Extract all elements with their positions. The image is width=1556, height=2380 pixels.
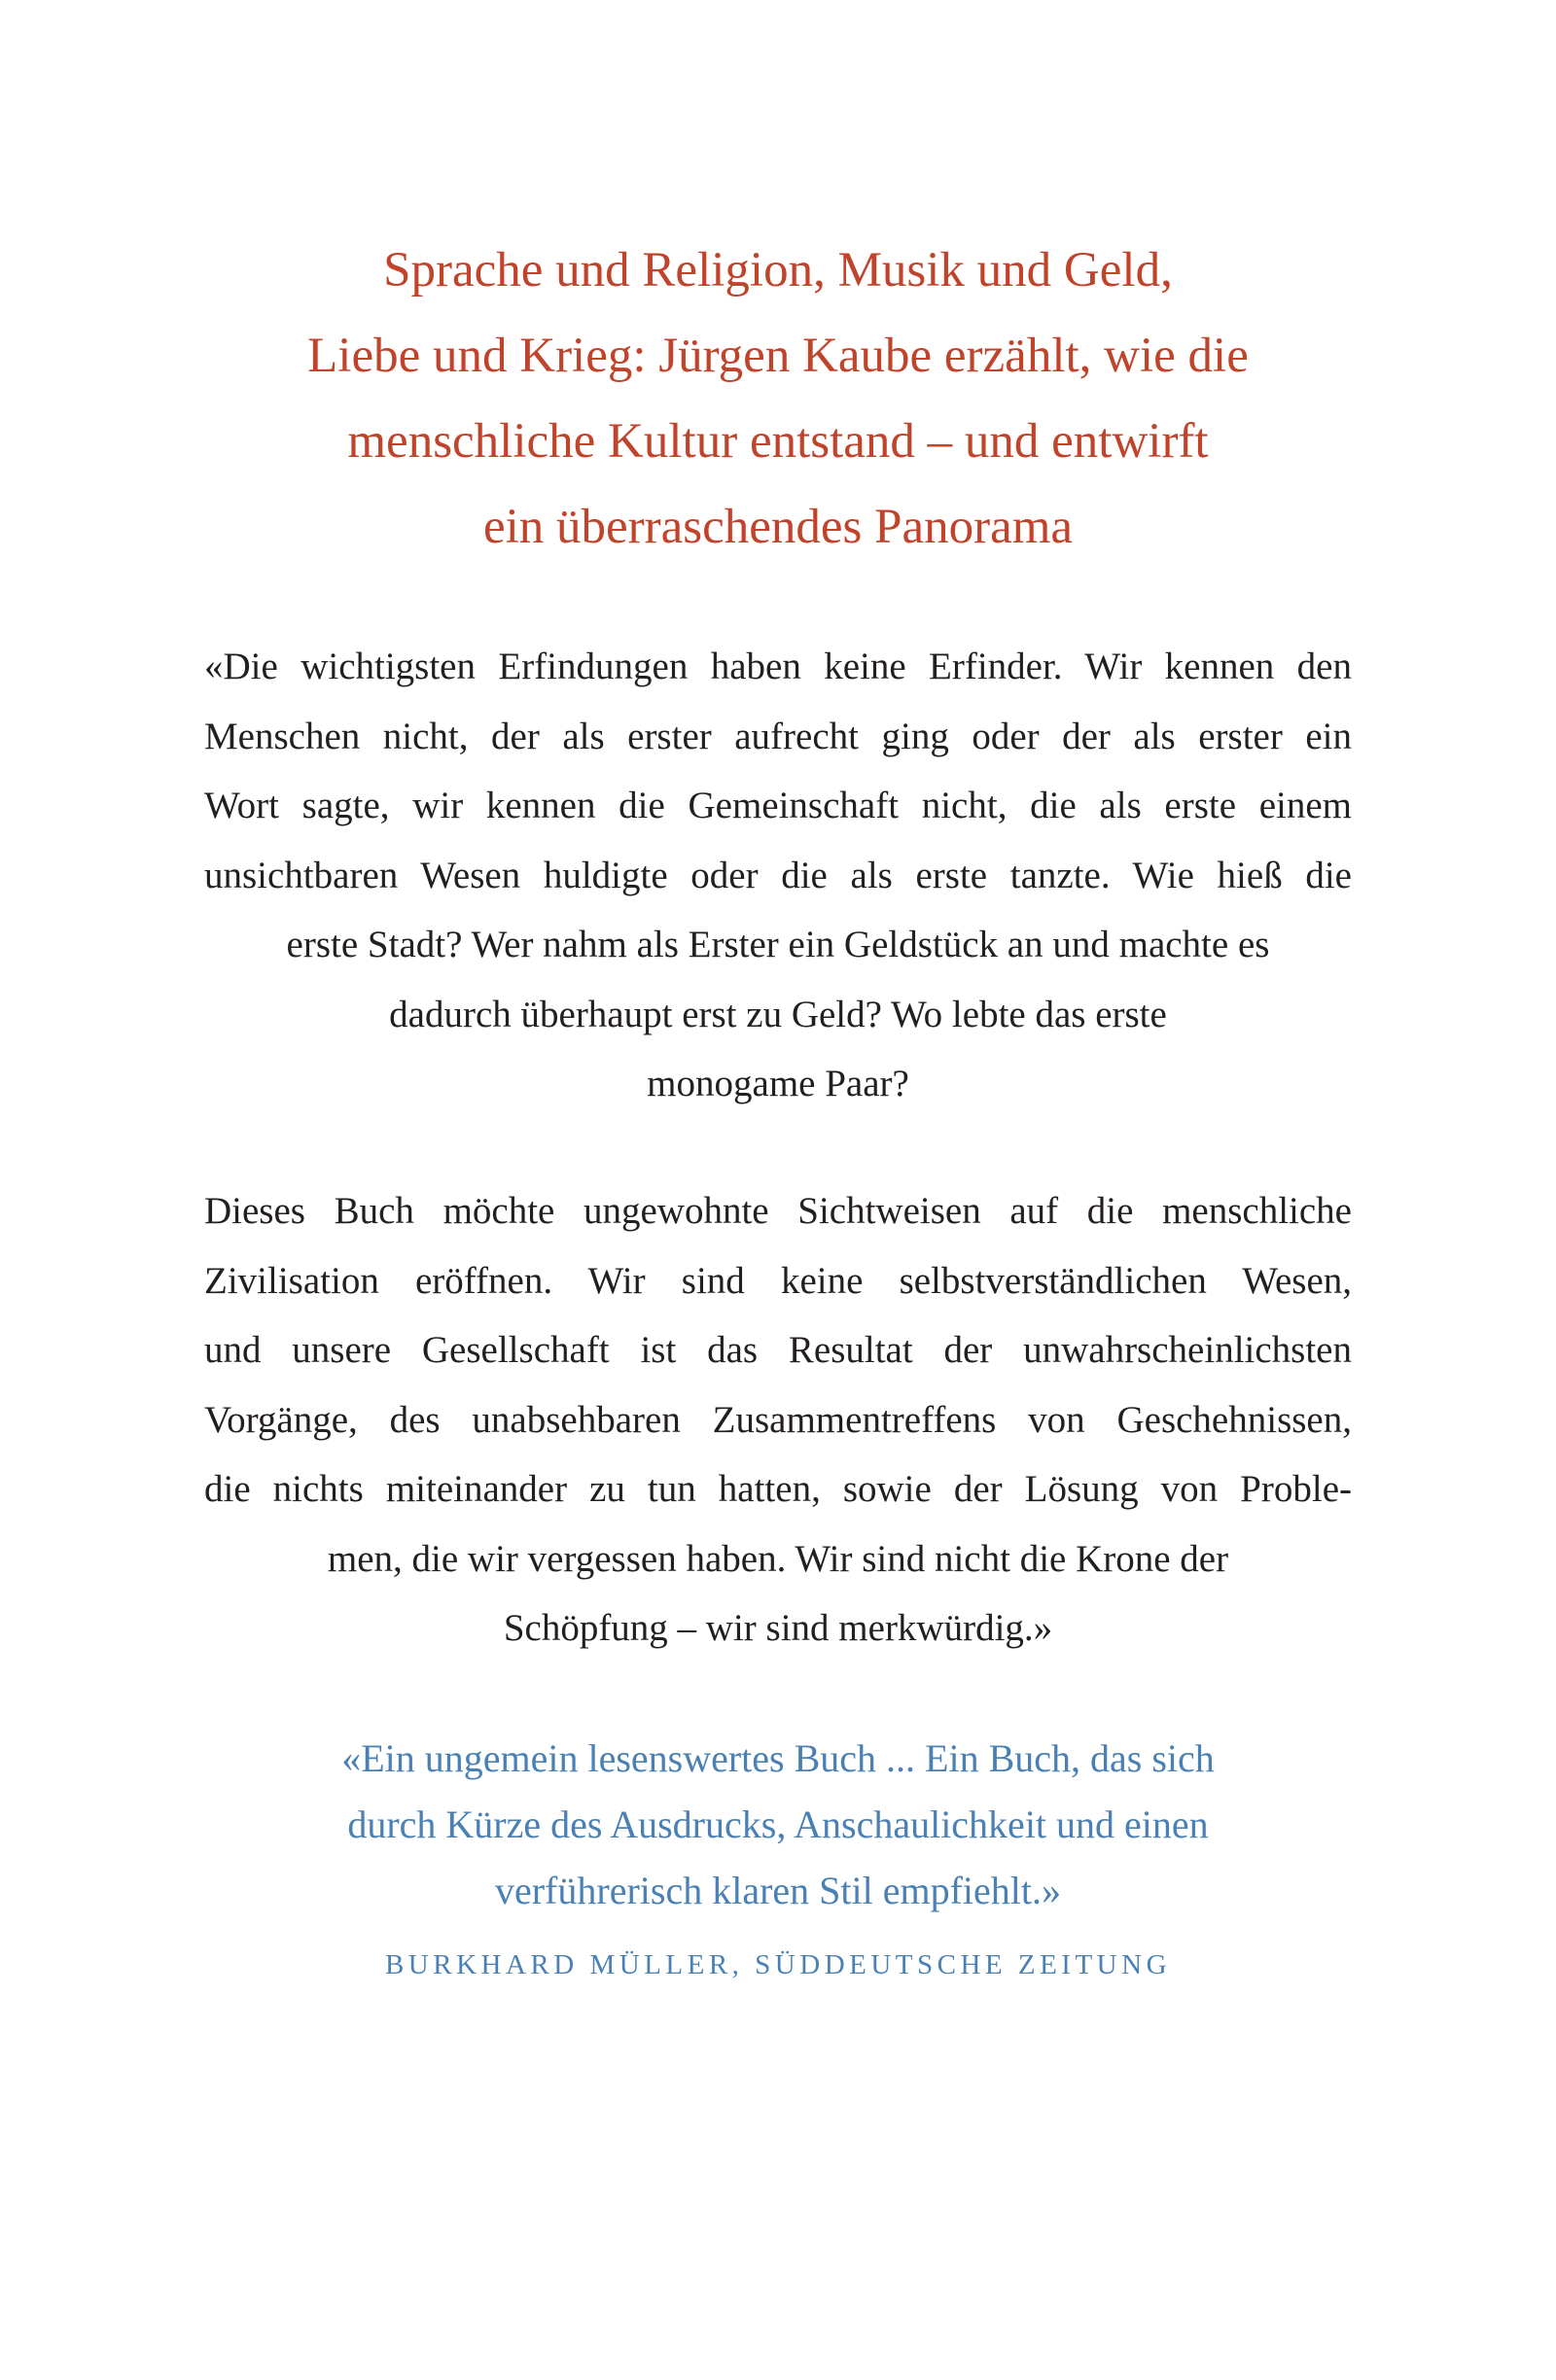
quote-paragraph-2 (204, 1176, 1352, 1663)
review-line: «Ein ungemein lesenswertes Buch ... Ein Buch, das sich (341, 1736, 1215, 1780)
quote-line: die nichts miteinander zu tun hatten, sowie der Lösung von Proble- (204, 1468, 1352, 1510)
quote-line: dadurch überhaupt erst zu Geld? Wo lebte das erste (389, 993, 1167, 1035)
quote-line: unsichtbaren Wesen huldigte oder die als erste tanzte. Wie hieß die (204, 854, 1352, 896)
quote-line: Dieses Buch möchte ungewohnte Sichtweisen auf die menschliche (204, 1190, 1352, 1232)
quote-line: Zivilisation eröffnen. Wir sind keine selbstverständlichen Wesen, (204, 1259, 1352, 1302)
review-line: verführerisch klaren Stil empfiehlt.» (494, 1869, 1062, 1912)
headline (146, 228, 1410, 570)
headline-line: menschliche Kultur entstand – und entwirft (347, 414, 1209, 469)
quote-line: monogame Paar? (647, 1063, 909, 1104)
quote-line: und unsere Gesellschaft ist das Resultat der unwahrscheinlichsten (204, 1329, 1352, 1371)
review-attribution: BURKHARD MÜLLER, SÜDDEUTSCHE ZEITUNG (384, 1949, 1172, 1980)
quote-line: Schöpfung – wir sind merkwürdig.» (503, 1607, 1053, 1649)
headline-line: Sprache und Religion, Musik und Geld, (383, 243, 1173, 298)
press-review (243, 1726, 1313, 1924)
quote-line: men, die wir vergessen haben. Wir sind nicht die Krone der (327, 1537, 1229, 1580)
quote-line: Vorgänge, des unabsehbaren Zusammentreffens von Geschehnissen, (204, 1398, 1352, 1441)
headline-line: ein überraschendes Panorama (482, 500, 1074, 554)
quote-line: Menschen nicht, der als erster aufrecht ging oder der als erster ein (204, 715, 1352, 757)
quote-line: «Die wichtigsten Erfindungen haben keine Erfinder. Wir kennen den (204, 646, 1352, 687)
quote-line: Wort sagte, wir kennen die Gemeinschaft nicht, die als erste einem (204, 785, 1352, 826)
quote-line: erste Stadt? Wer nahm als Erster ein Geldstück an und machte es (286, 924, 1270, 965)
headline-line: Liebe und Krieg: Jürgen Kaube erzählt, wie die (307, 329, 1249, 383)
review-line: durch Kürze des Ausdrucks, Anschaulichkeit und einen (347, 1802, 1209, 1846)
quote-paragraph-1 (204, 632, 1352, 1119)
